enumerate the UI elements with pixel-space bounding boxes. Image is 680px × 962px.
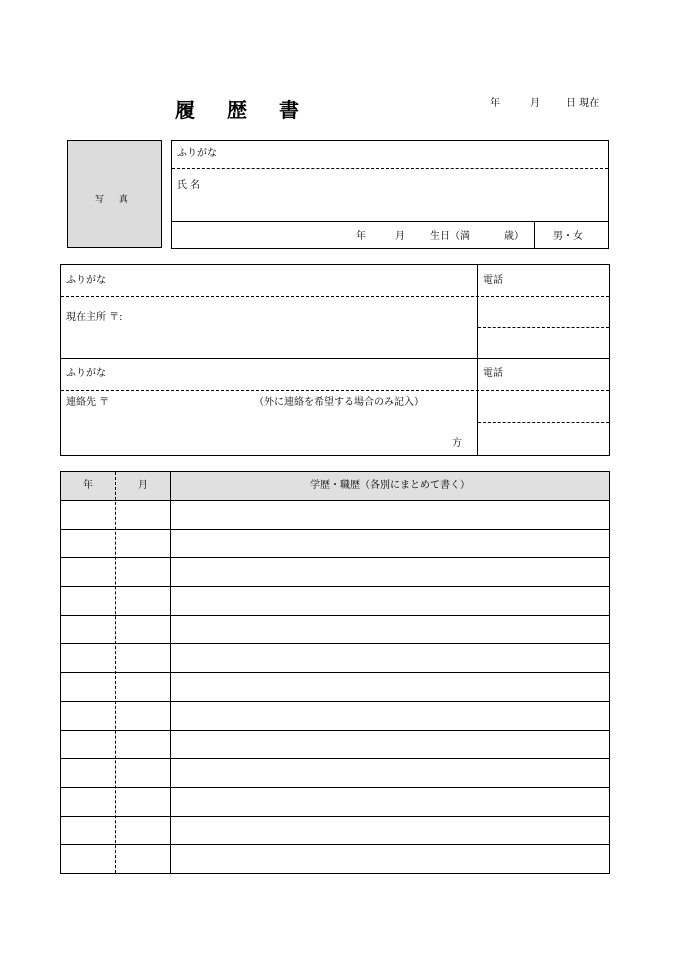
phone-column-divider: [477, 265, 478, 455]
date-year-label: 年: [490, 98, 500, 109]
address-section-divider: [61, 358, 609, 359]
birth-year-label: 年: [356, 231, 366, 242]
history-row[interactable]: [61, 673, 609, 701]
contact-note: （外に連絡を希望する場合のみ記入）: [254, 397, 424, 408]
birth-month-label: 月: [395, 231, 405, 242]
current-address-label: 現在主所 〒:: [66, 312, 123, 323]
contact-furigana-divider: [61, 390, 609, 391]
history-row[interactable]: [61, 731, 609, 759]
name-label: 氏 名: [177, 180, 201, 191]
date-month-label: 月: [530, 98, 540, 109]
phone1-field[interactable]: [480, 300, 606, 355]
document-title: 履歴書: [175, 98, 331, 122]
name-furigana-divider: [172, 168, 608, 169]
history-row[interactable]: [61, 587, 609, 615]
phone2-label: 電話: [483, 368, 503, 379]
history-row[interactable]: [61, 759, 609, 787]
phone1-label: 電話: [483, 275, 503, 286]
address-furigana-label: ふりがな: [66, 275, 106, 286]
photo-label: 写 真: [95, 195, 134, 205]
phone2-field[interactable]: [480, 393, 606, 453]
date-day-now-label: 日 現在: [566, 98, 600, 109]
contact-address-field[interactable]: [130, 393, 470, 453]
name-field[interactable]: [200, 170, 530, 218]
birthday-age-label: 生日（満: [430, 231, 470, 242]
name-furigana-label: ふりがな: [177, 148, 217, 159]
history-col-detail: 学歴・職歴（各別にまとめて書く）: [310, 480, 470, 491]
name-furigana-field[interactable]: [200, 142, 600, 166]
honorific-label: 方: [452, 438, 462, 449]
contact-address-label: 連絡先 〒: [66, 397, 110, 408]
age-unit-label: 歳）: [504, 231, 524, 242]
history-row[interactable]: [61, 702, 609, 730]
history-row[interactable]: [61, 530, 609, 558]
contact-furigana-label: ふりがな: [66, 368, 106, 379]
address-furigana-divider: [61, 296, 609, 297]
current-address-field[interactable]: [150, 300, 470, 355]
history-row[interactable]: [61, 788, 609, 816]
history-row[interactable]: [61, 501, 609, 529]
history-row[interactable]: [61, 558, 609, 586]
history-col-month: 月: [138, 480, 148, 491]
history-row[interactable]: [61, 817, 609, 845]
history-row[interactable]: [61, 644, 609, 672]
history-row[interactable]: [61, 845, 609, 873]
gender-divider: [534, 221, 535, 248]
name-birth-divider: [172, 221, 608, 222]
history-col-year: 年: [83, 480, 93, 491]
gender-label[interactable]: 男・女: [553, 231, 583, 242]
history-row[interactable]: [61, 616, 609, 644]
